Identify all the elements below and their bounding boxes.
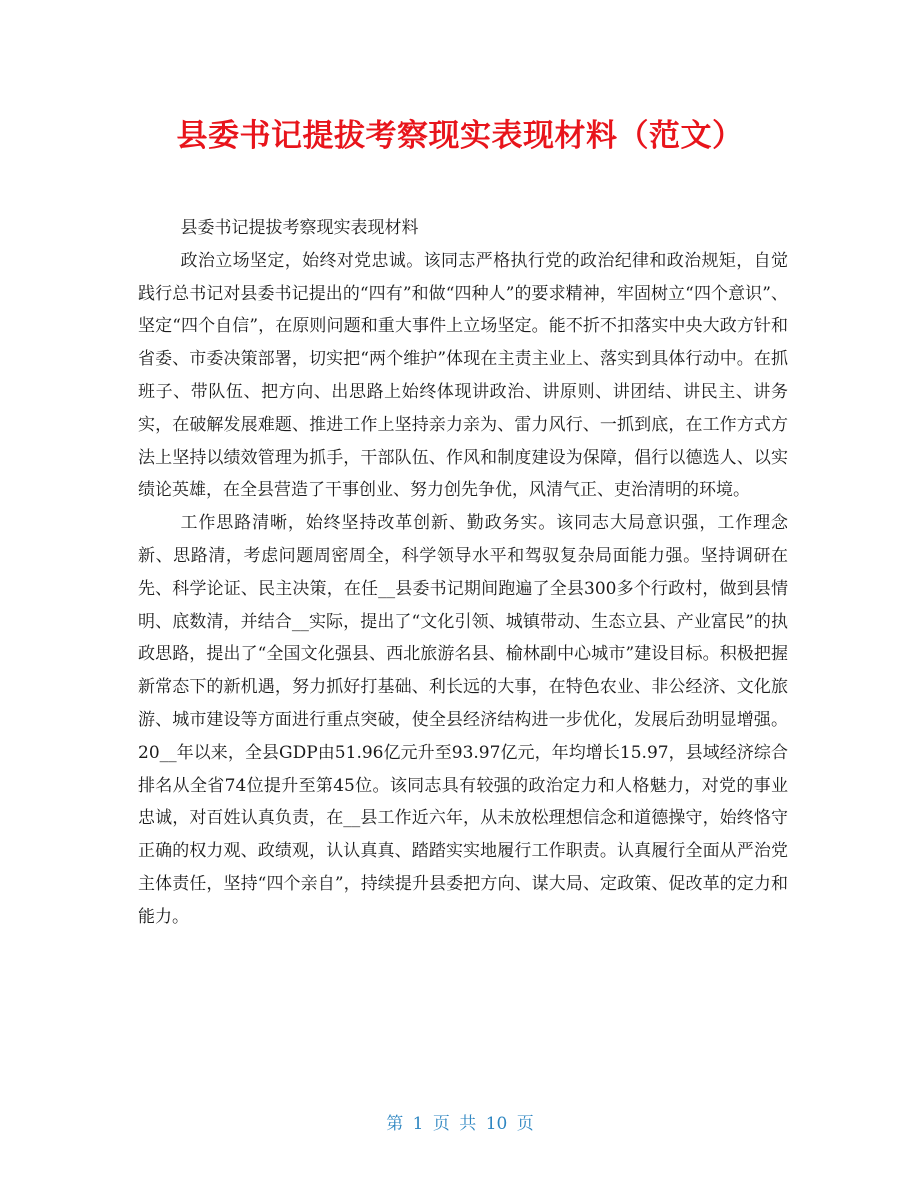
document-body	[138, 212, 788, 934]
document-title: 县委书记提拔考察现实表现材料（范文）	[176, 118, 744, 154]
body-paragraph-work-ideas: 工作思路清晰，始终坚持改革创新、勤政务实。该同志大局意识强，工作理念新、思路清，考虑问题周密周全，科学领导水平和驾驭复杂局面能力强。坚持调研在先、科学论证、民主决策，在任__县委书记期间跑遍了全县300多个行政村，做到县情明、底数清，并结合__实际，提出了“文化引领、城镇带动、生态立县、产业富民”的执政思路，提出了“全国文化强县、西北旅游名县、榆林副中心城市”建设目标。积极把握新常态下的新机遇，努力抓好打基础、利长远的大事，在特色农业、非公经济、文化旅游、城市建设等方面进行重点突破，使全县经济结构进一步优化，发展后劲明显增强。20__年以来，全县GDP由51.96亿元升至93.97亿元，年均增长15.97，县域经济综合排名从全省74位提升至第45位。该同志具有较强的政治定力和人格魅力，对党的事业忠诚，对百姓认真负责，在__县工作近六年，从未放松理想信念和道德操守，始终恪守正确的权力观、政绩观，认认真真、踏踏实实地履行工作职责。认真履行全面从严治党主体责任，坚持“四个亲自”，持续提升县委把方向、谋大局、定政策、促改革的定力和能力。	[138, 513, 788, 927]
body-paragraph-heading: 县委书记提拔考察现实表现材料	[180, 218, 419, 238]
body-paragraph-political-stance: 政治立场坚定，始终对党忠诚。该同志严格执行党的政治纪律和政治规矩，自觉践行总书记对县委书记提出的“四有”和做“四种人”的要求精神，牢固树立“四个意识”、坚定“四个自信”，在原则问题和重大事件上立场坚定。能不折不扣落实中央大政方针和省委、市委决策部署，切实把“两个维护”体现在主责主业上、落实到具体行动中。在抓班子、带队伍、把方向、出思路上始终体现讲政治、讲原则、讲团结、讲民主、讲务实，在破解发展难题、推进工作上坚持亲力亲为、雷力风行、一抓到底，在工作方式方法上坚持以绩效管理为抓手，干部队伍、作风和制度建设为保障，倡行以德选人、以实绩论英雄，在全县营造了干事创业、努力创先争优，风清气正、吏治清明的环境。	[138, 250, 788, 501]
page-number-footer: 第 1 页 共 10 页	[386, 1114, 534, 1134]
